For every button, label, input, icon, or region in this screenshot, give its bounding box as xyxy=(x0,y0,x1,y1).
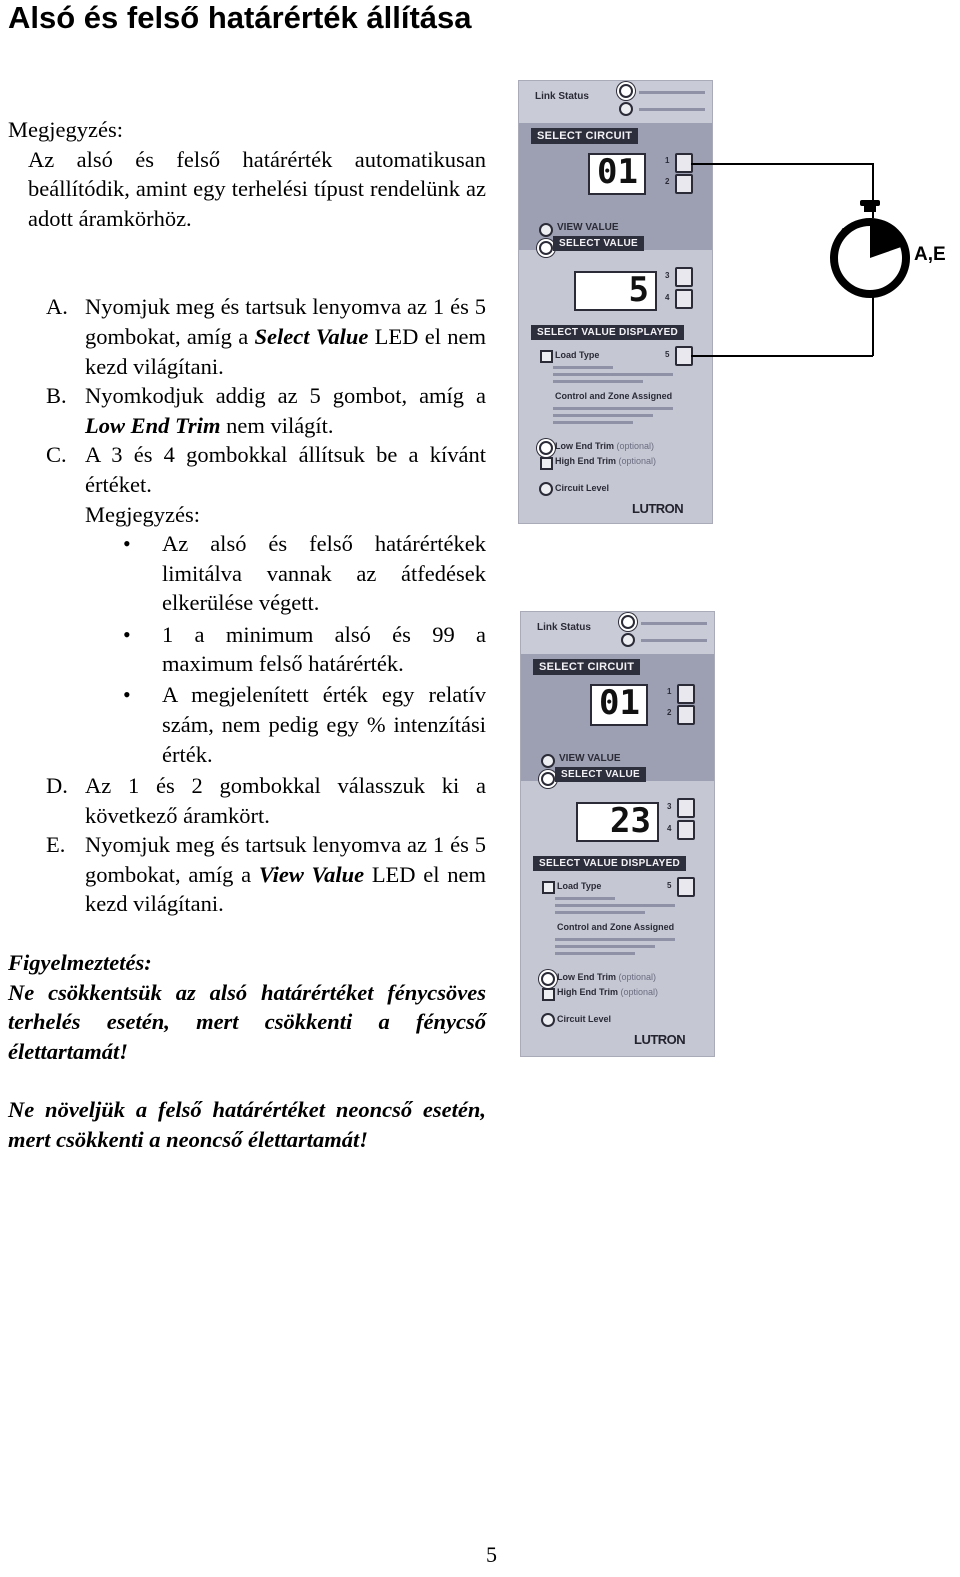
button-number: 5 xyxy=(665,350,670,359)
sub-note xyxy=(8,500,486,770)
stopwatch-icon xyxy=(820,198,920,308)
button-3[interactable] xyxy=(675,267,693,287)
step-text: Nyomjuk meg és tartsuk lenyomva az 1 és 5 gombokat, amíg a xyxy=(85,832,486,887)
high-end-trim-led-icon xyxy=(540,457,553,470)
select-value-led-icon xyxy=(539,241,553,255)
button-number: 1 xyxy=(665,156,670,165)
timer-label: A,E xyxy=(914,244,946,265)
step-c xyxy=(8,440,486,499)
high-end-trim-led-icon xyxy=(542,988,555,1001)
step-letter: C. xyxy=(46,442,67,468)
bullet-item: • 1 a minimum alsó és 99 a maximum felső határérték. xyxy=(162,620,486,679)
warning-text-1: Ne csökkentsük az alsó határértéket fénycsöves terhelés esetén, mert csökkenti a fénycső élettartamát! xyxy=(8,979,486,1064)
link-status-led-icon xyxy=(619,84,633,98)
low-end-trim-led-icon xyxy=(541,972,555,986)
button-2[interactable] xyxy=(675,174,693,194)
warning-text-2: Ne növeljük a felső határértéket neoncső esetén, mert csökkenti a neoncső élettartamát! xyxy=(8,1097,486,1152)
circuit-level-led-icon xyxy=(541,1013,555,1027)
link-status-led-icon xyxy=(621,633,635,647)
control-panel-1 xyxy=(518,80,713,524)
value-display: 5 xyxy=(574,271,657,311)
steps-list xyxy=(8,292,486,919)
circuit-display: 01 xyxy=(588,153,646,195)
control-zone-label: Control and Zone Assigned xyxy=(557,922,675,932)
button-number: 3 xyxy=(665,271,670,280)
bullet-item: • Az alsó és felső határértékek limitálva vannak az átfedések elkerülése végett. xyxy=(162,529,486,618)
low-end-trim-label: Low End Trim (optional) xyxy=(555,441,655,451)
step-text-end: LED el nem kezd világítani. xyxy=(85,323,486,379)
button-5[interactable] xyxy=(677,877,695,897)
button-1[interactable] xyxy=(677,684,695,704)
button-2[interactable] xyxy=(677,705,695,725)
step-letter: D. xyxy=(46,772,68,798)
step-text: Az 1 és 2 gombokkal válasszuk ki a következő áramkört. xyxy=(85,772,486,828)
circuit-level-label: Circuit Level xyxy=(557,1014,612,1024)
svg-text:4: 4 xyxy=(840,227,845,236)
step-text: A 3 és 4 gombokkal állítsuk be a kívánt értéket. xyxy=(85,442,486,497)
connector-line xyxy=(691,355,873,357)
instructions-column xyxy=(8,115,486,1154)
link-status-led-icon xyxy=(621,615,635,629)
step-text-end: nem világít. xyxy=(220,412,334,438)
circuit-level-label: Circuit Level xyxy=(555,483,610,493)
page-number: 5 xyxy=(486,1542,497,1567)
button-number: 2 xyxy=(665,177,670,186)
select-value-displayed-header: SELECT VALUE DISPLAYED xyxy=(533,856,686,871)
select-circuit-header: SELECT CIRCUIT xyxy=(533,659,640,675)
view-value-label: VIEW VALUE xyxy=(557,222,619,233)
bullet-item: • A megjelenített érték egy relatív szám, nem pedig egy % intenzítási érték. xyxy=(162,680,486,769)
select-value-led-icon xyxy=(541,772,555,786)
button-number: 2 xyxy=(667,708,672,717)
link-status-led-icon xyxy=(619,102,633,116)
button-4[interactable] xyxy=(675,289,693,309)
control-zone-label: Control and Zone Assigned xyxy=(555,391,673,401)
step-emphasis: Low End Trim xyxy=(85,412,221,438)
link-status-label: Link Status xyxy=(537,622,591,633)
load-type-label: Load Type xyxy=(555,350,600,360)
select-value-label: SELECT VALUE xyxy=(553,236,644,251)
select-circuit-header: SELECT CIRCUIT xyxy=(531,128,638,144)
circuit-level-led-icon xyxy=(539,482,553,496)
step-text-end: LED el nem kezd világítani. xyxy=(85,861,487,917)
button-number: 3 xyxy=(667,802,672,811)
step-b xyxy=(8,381,486,440)
load-type-label: Load Type xyxy=(557,881,602,891)
step-emphasis: View Value xyxy=(258,861,365,887)
link-status-label: Link Status xyxy=(535,91,589,102)
view-value-led-icon xyxy=(541,754,555,768)
select-value-label: SELECT VALUE xyxy=(555,767,646,782)
step-text: Nyomjuk meg és tartsuk lenyomva az 1 és 5 gombokat, amíg a xyxy=(85,294,486,349)
load-type-led-icon xyxy=(542,881,555,894)
view-value-led-icon xyxy=(539,223,553,237)
view-value-label: VIEW VALUE xyxy=(559,753,621,764)
step-a xyxy=(8,292,486,381)
button-number: 1 xyxy=(667,687,672,696)
lutron-logo: LUTRON xyxy=(634,1032,686,1047)
low-end-trim-label: Low End Trim (optional) xyxy=(557,972,657,982)
low-end-trim-led-icon xyxy=(539,441,553,455)
button-number: 5 xyxy=(667,881,672,890)
high-end-trim-label: High End Trim (optional) xyxy=(557,987,659,997)
page-title: Alsó és felső határérték állítása xyxy=(8,0,472,35)
high-end-trim-label: High End Trim (optional) xyxy=(555,456,657,466)
select-value-displayed-header: SELECT VALUE DISPLAYED xyxy=(531,325,684,340)
button-4[interactable] xyxy=(677,820,695,840)
control-panel-2 xyxy=(520,611,715,1057)
step-text: Nyomkodjuk addig az 5 gombot, amíg a xyxy=(85,383,486,409)
step-letter: A. xyxy=(46,294,68,320)
warning-block xyxy=(8,948,486,1155)
step-letter: E. xyxy=(46,832,66,858)
value-display: 23 xyxy=(576,802,659,842)
step-d xyxy=(8,771,486,830)
step-letter: B. xyxy=(46,383,67,409)
note-body: Az alsó és felső határérték automatikusan beállítódik, amint egy terhelési típust rendelünk az adott áramkörhöz. xyxy=(28,146,486,231)
sub-note-bullets xyxy=(8,529,486,769)
lutron-logo: LUTRON xyxy=(632,501,684,516)
load-type-led-icon xyxy=(540,350,553,363)
button-number: 4 xyxy=(665,293,670,302)
button-number: 4 xyxy=(667,824,672,833)
note-heading: Megjegyzés: xyxy=(8,117,123,142)
button-3[interactable] xyxy=(677,798,695,818)
step-emphasis: Select Value xyxy=(254,323,369,349)
connector-line xyxy=(691,163,873,165)
circuit-display: 01 xyxy=(590,684,648,726)
sub-note-heading: Megjegyzés: xyxy=(85,501,200,527)
step-e xyxy=(8,830,486,919)
warning-heading: Figyelmeztetés: xyxy=(8,949,152,975)
